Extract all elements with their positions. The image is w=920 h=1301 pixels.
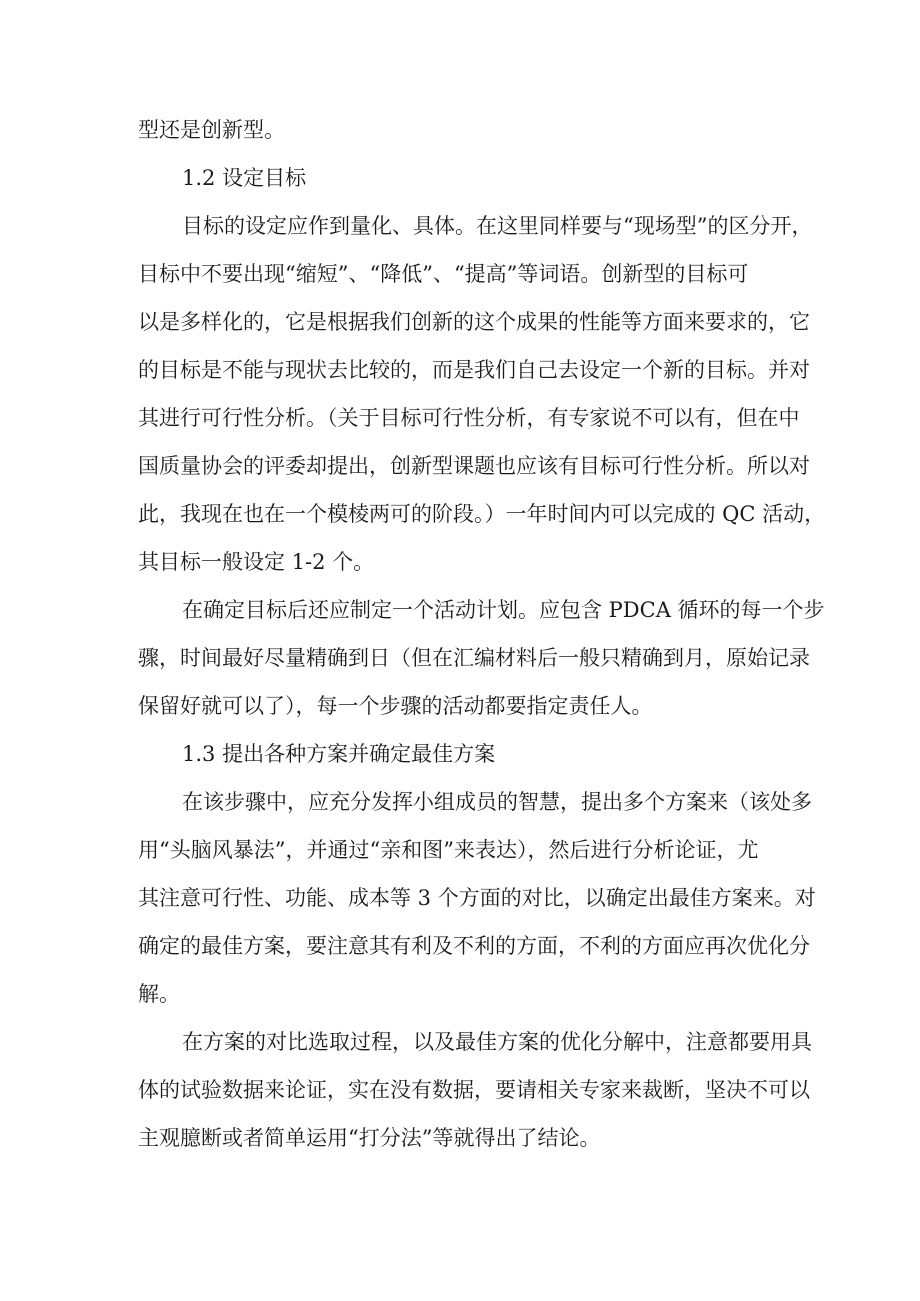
paragraph-line: 骤，时间最好尽量精确到日（但在汇编材料后一般只精确到月，原始记录 (138, 646, 810, 670)
paragraph-line: 的目标是不能与现状去比较的，而是我们自己去设定一个新的目标。并对 (138, 358, 810, 382)
paragraph-line: 此，我现在也在一个模棱两可的阶段。）一年时间内可以完成的 QC 活动， (138, 502, 826, 526)
paragraph-line: 以是多样化的，它是根据我们创新的这个成果的性能等方面来要求的，它 (138, 310, 810, 334)
paragraph-line: 目标的设定应作到量化、具体。在这里同样要与“现场型”的区分开， (182, 214, 813, 238)
paragraph-comparison (138, 1018, 812, 1162)
paragraph-line: 确定的最佳方案，要注意其有利及不利的方面，不利的方面应再次优化分 (138, 934, 810, 958)
paragraph-line: 保留好就可以了），每一个步骤的活动都要指定责任人。 (138, 694, 653, 718)
paragraph-activity-plan (138, 586, 825, 730)
paragraph-line: 体的试验数据来论证，实在没有数据，要请相关专家来裁断，坚决不可以 (138, 1078, 810, 1102)
document-page (138, 106, 826, 1162)
paragraph-line: 解。 (138, 982, 180, 1006)
paragraph-proposals (138, 778, 816, 1018)
paragraph-line: 主观臆断或者简单运用“打分法”等就得出了结论。 (138, 1126, 601, 1150)
paragraph-line: 国质量协会的评委却提出，创新型课题也应该有目标可行性分析。所以对 (138, 454, 810, 478)
paragraph-line: 目标中不要出现“缩短”、“降低”、“提高”等词语。创新型的目标可 (138, 262, 749, 286)
paragraph-line: 其注意可行性、功能、成本等 3 个方面的对比，以确定出最佳方案来。对 (138, 886, 816, 910)
paragraph-continuation: 型还是创新型。 (138, 118, 285, 142)
paragraph-line: 在方案的对比选取过程，以及最佳方案的优化分解中，注意都要用具 (182, 1030, 812, 1054)
paragraph-line: 在确定目标后还应制定一个活动计划。应包含 PDCA 循环的每一个步 (182, 598, 825, 622)
paragraph-line: 其目标一般设定 1-2 个。 (138, 550, 375, 574)
section-heading-1-2: 1.2 设定目标 (182, 166, 307, 190)
paragraph-line: 用“头脑风暴法”，并通过“亲和图”来表达），然后进行分析论证，尤 (138, 838, 759, 862)
paragraph-line: 在该步骤中，应充分发挥小组成员的智慧，提出多个方案来（该处多 (182, 790, 812, 814)
paragraph-line: 其进行可行性分析。（关于目标可行性分析，有专家说不可以有，但在中 (138, 406, 800, 430)
paragraph-set-target (138, 202, 826, 586)
section-heading-1-3: 1.3 提出各种方案并确定最佳方案 (182, 742, 496, 766)
